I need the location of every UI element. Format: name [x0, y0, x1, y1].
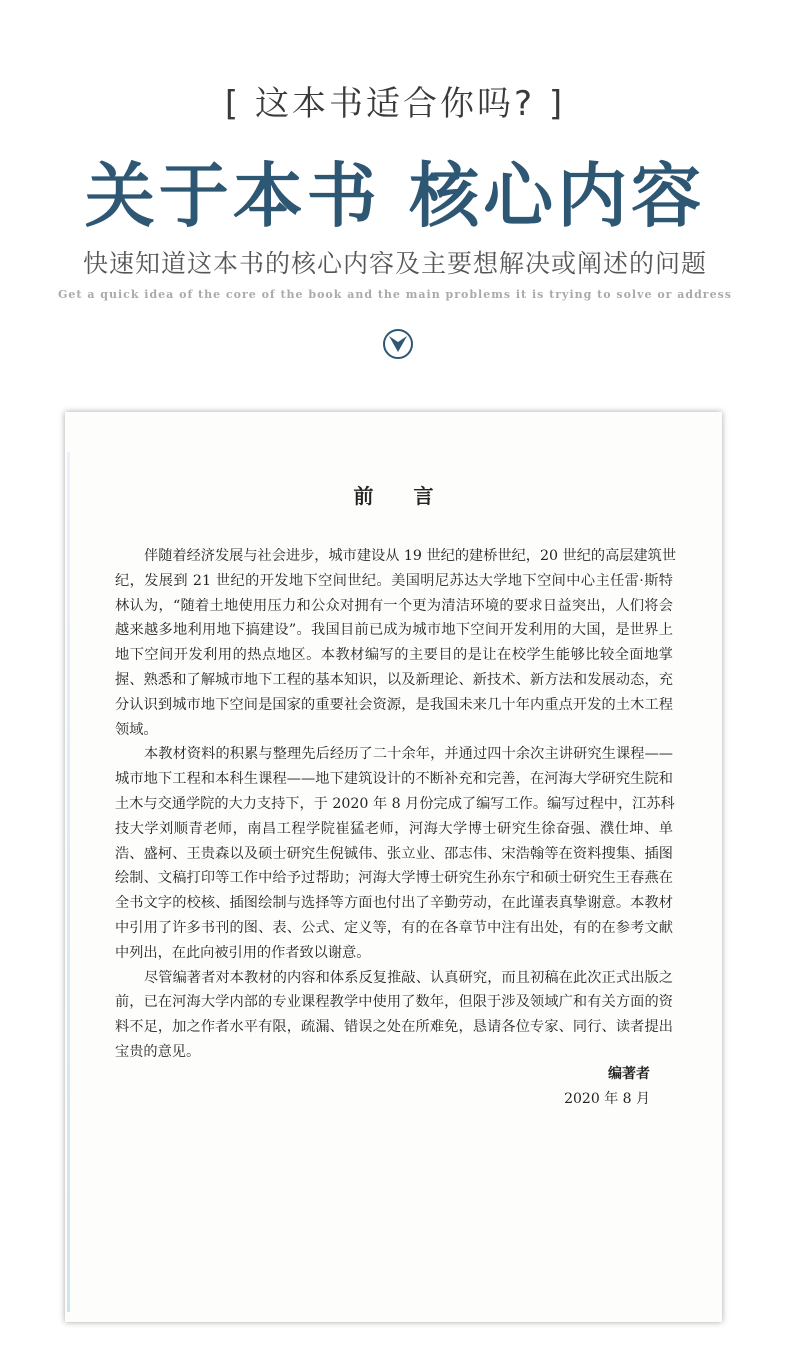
- preface-line: 伴随着经济发展与社会进步，城市建设从 19 世纪的建桥世纪，20 世纪的高层建筑世: [144, 548, 677, 564]
- book-preface-page: [65, 412, 722, 1322]
- preface-body: [115, 544, 677, 1065]
- preface-line: 浩、盛柯、王贵森以及硕士研究生倪铖伟、张立业、邵志伟、宋浩翰等在资料搜集、插图: [115, 845, 673, 862]
- preface-line: 越来越多地利用地下搞建设”。我国目前已成为城市地下空间开发利用的大国，是世界上: [115, 622, 673, 639]
- preface-line: 林认为，“随着土地使用压力和公众对拥有一个更为清洁环境的要求日益突出，人们将会: [115, 597, 673, 614]
- preface-line: 中列出，在此向被引用的作者致以谢意。: [115, 944, 371, 961]
- section-question: [ 这本书适合你吗? ]: [224, 84, 566, 124]
- preface-line: 纪，发展到 21 世纪的开发地下空间世纪。美国明尼苏达大学地下空间中心主任雷·斯特: [115, 572, 673, 589]
- page-headline: 关于本书 核心内容: [84, 154, 706, 237]
- preface-line: 绘制、文稿打印等工作中给予过帮助；河海大学博士研究生孙东宁和硕士研究生王春燕在: [115, 870, 673, 887]
- chevron-down-icon: [383, 329, 413, 359]
- preface-line: 分认识到城市地下空间是国家的重要社会资源，是我国未来几十年内重点开发的土木工程: [115, 696, 673, 713]
- preface-line: 地下空间开发利用的热点地区。本教材编写的主要目的是让在校学生能够比较全面地掌: [115, 647, 673, 664]
- preface-line: 握、熟悉和了解城市地下工程的基本知识，以及新理论、新技术、新方法和发展动态，充: [115, 671, 673, 688]
- preface-line: 领域。: [115, 721, 158, 738]
- preface-line: 中引用了许多书刊的图、表、公式、定义等，有的在各章节中注有出处，有的在参考文献: [115, 919, 673, 936]
- section-subtitle-english: Get a quick idea of the core of the book and the main problems it is trying to solve or address: [58, 288, 732, 301]
- preface-line: 土木与交通学院的大力支持下，于 2020 年 8 月份完成了编写工作。编写过程中，江苏科: [115, 795, 675, 812]
- preface-line: 宝贵的意见。: [115, 1043, 201, 1060]
- preface-signature: 编著者: [608, 1066, 650, 1082]
- preface-line: 技大学刘顺青老师，南昌工程学院崔猛老师，河海大学博士研究生徐奋强、濮仕坤、单: [115, 820, 673, 837]
- preface-line: 前，已在河海大学内部的专业课程教学中使用了数年，但限于涉及领域广和有关方面的资: [115, 994, 673, 1011]
- preface-line: 尽管编著者对本教材的内容和体系反复推敲、认真研究，而且初稿在此次正式出版之: [144, 969, 673, 986]
- preface-line: 城市地下工程和本科生课程——地下建筑设计的不断补充和完善，在河海大学研究生院和: [115, 771, 673, 788]
- section-subtitle: 快速知道这本书的核心内容及主要想解决或阐述的问题: [82, 249, 707, 278]
- preface-date: 2020 年 8 月: [564, 1091, 650, 1107]
- preface-line: 本教材资料的积累与整理先后经历了二十余年，并通过四十余次主讲研究生课程——: [144, 746, 673, 763]
- preface-title: 前言: [353, 484, 474, 508]
- preface-line: 全书文字的校核、插图绘制与选择等方面也付出了辛勤劳动，在此谨表真挚谢意。本教材: [115, 895, 673, 912]
- preface-line: 料不足，加之作者水平有限，疏漏、错误之处在所难免，恳请各位专家、同行、读者提出: [115, 1019, 673, 1036]
